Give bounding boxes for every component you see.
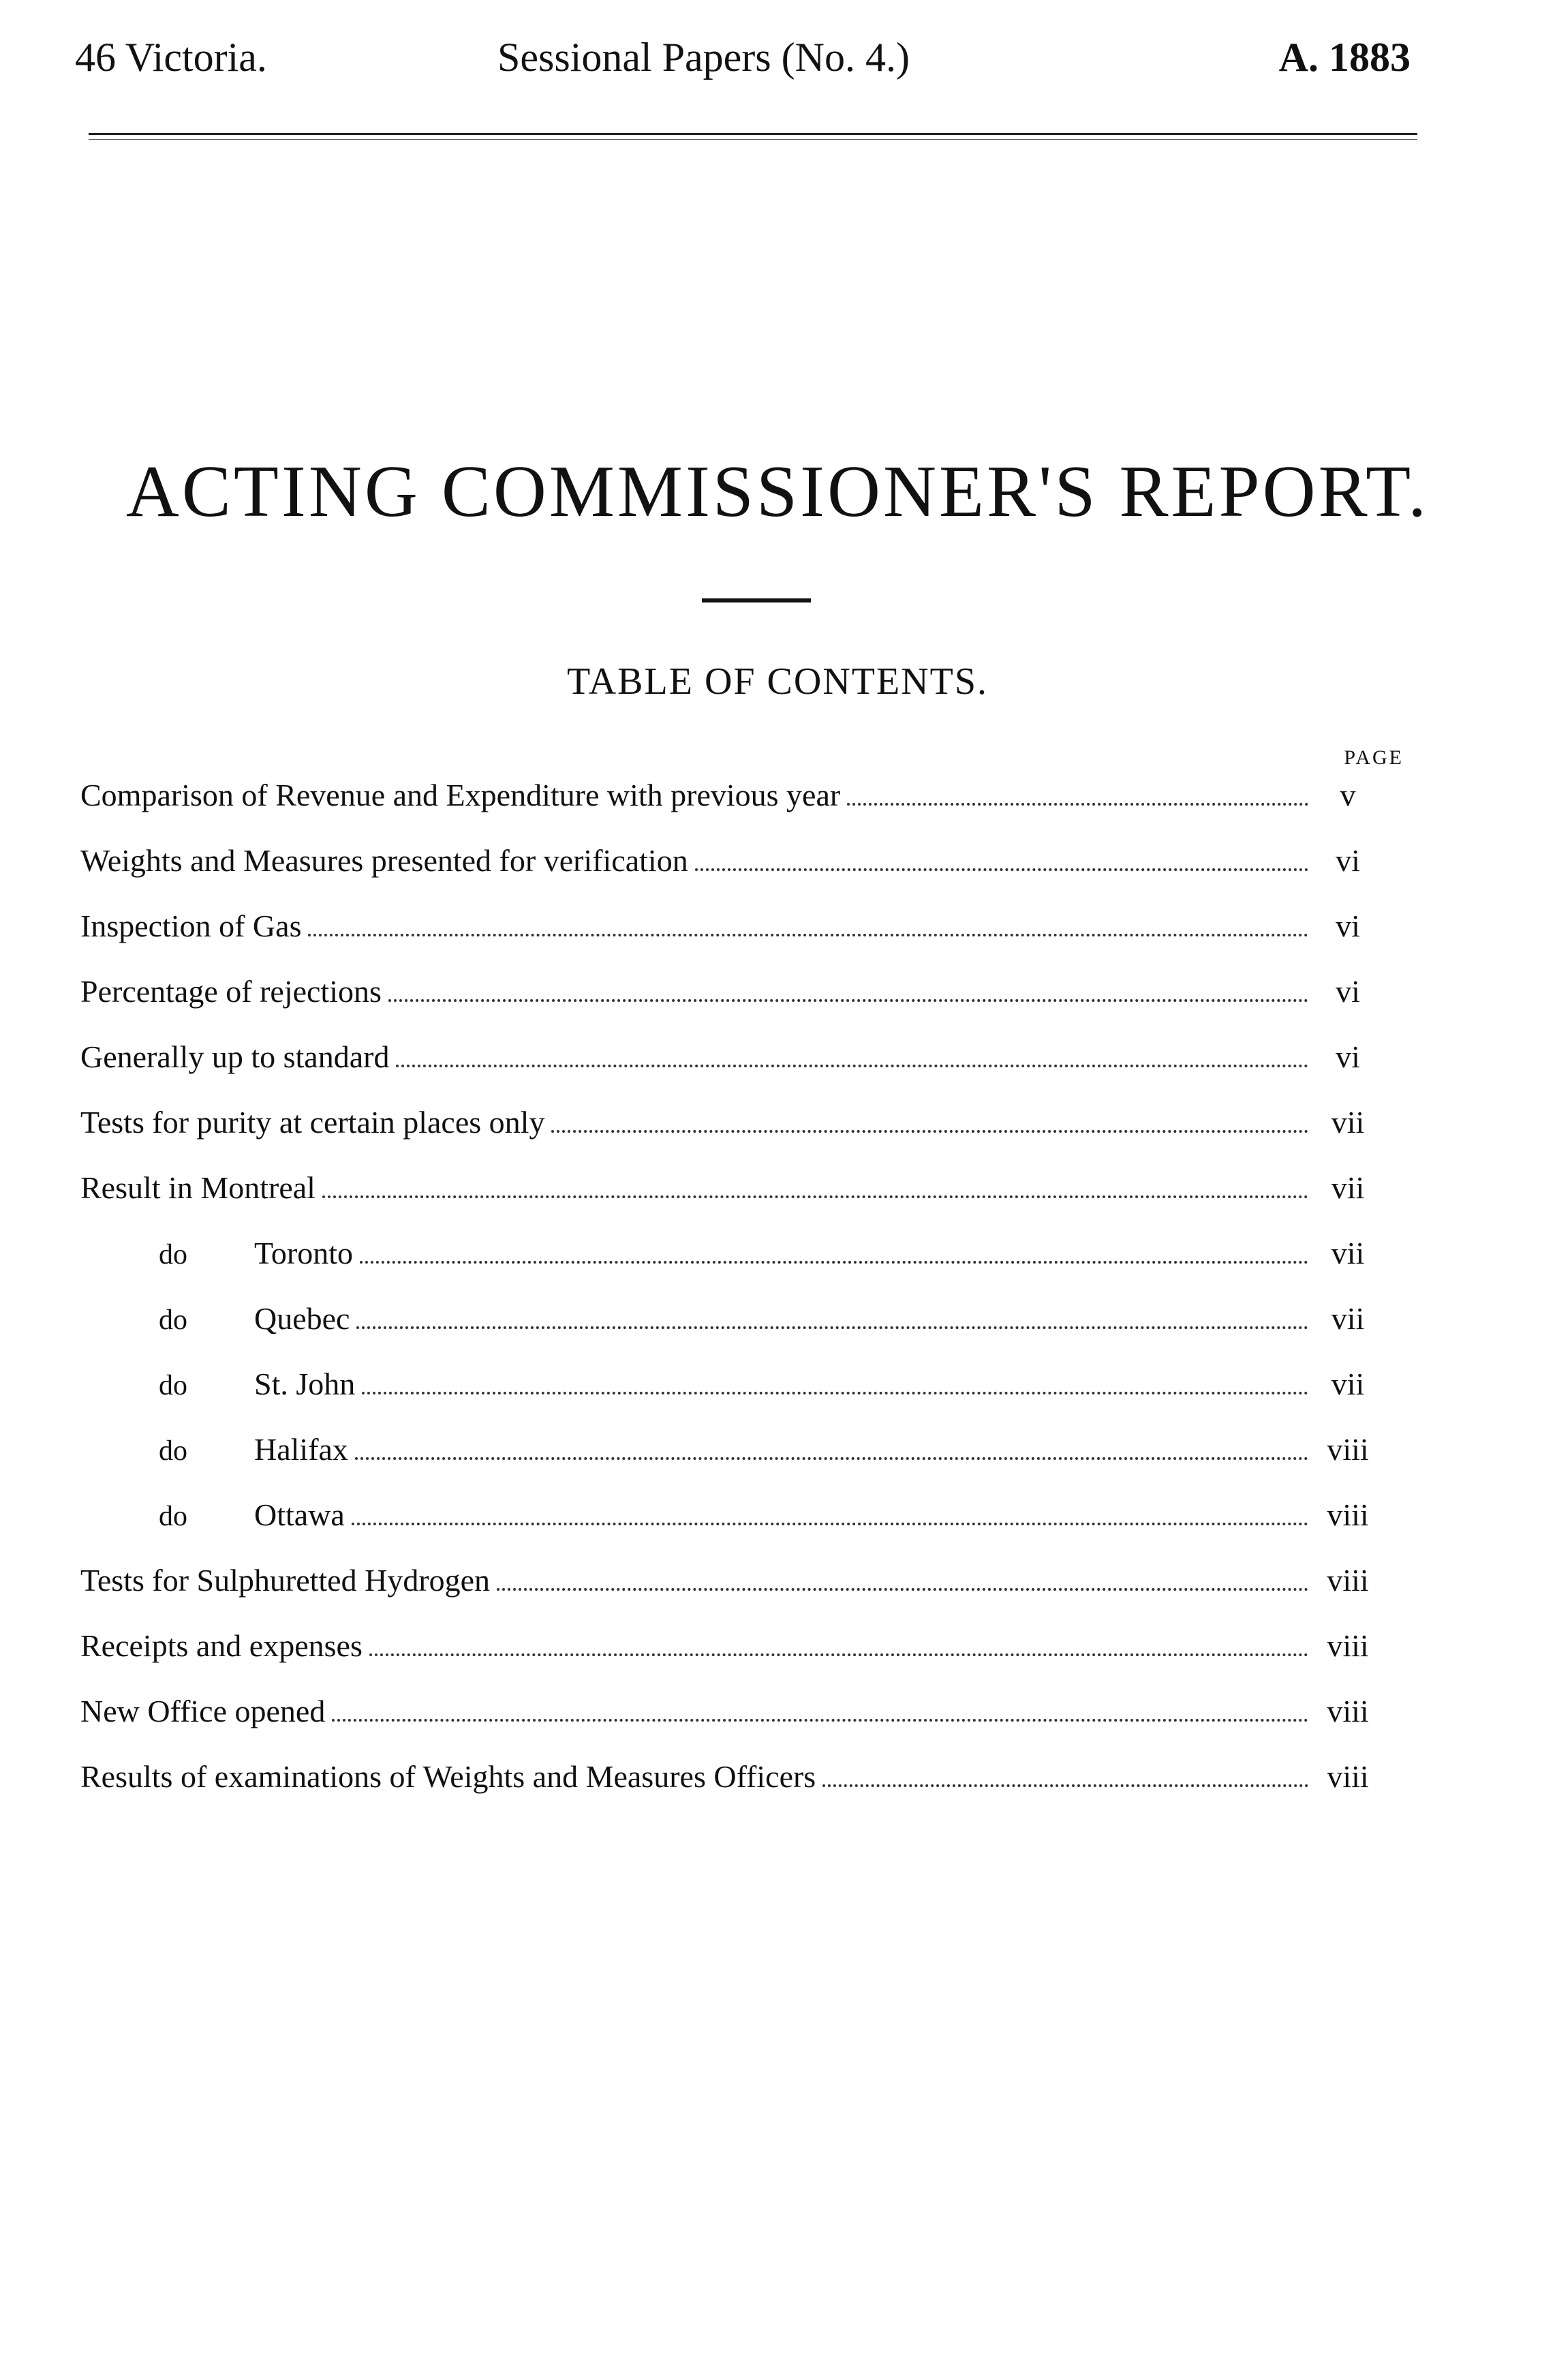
toc-entry-text	[80, 1039, 389, 1075]
ditto-mark: do	[159, 1435, 187, 1467]
toc-entry	[80, 1497, 1375, 1562]
dot-leader	[847, 803, 1308, 806]
toc-page-number: vi	[1336, 909, 1360, 943]
toc-entry-title: Tests for purity at certain places only	[80, 1105, 545, 1140]
toc-entry-title: New Office opened	[80, 1694, 326, 1728]
ditto-mark: do	[159, 1501, 187, 1532]
header-volume: 46 Victoria.	[75, 35, 267, 80]
page-column-label: PAGE	[1344, 746, 1404, 769]
toc-entry-text	[80, 908, 301, 944]
toc-heading: TABLE OF CONTENTS.	[567, 660, 988, 703]
toc-page-number: vii	[1331, 1236, 1365, 1270]
dot-leader	[497, 1588, 1308, 1591]
dot-leader	[356, 1326, 1308, 1329]
title-divider	[702, 598, 811, 602]
toc-page-number: viii	[1327, 1563, 1369, 1598]
toc-page-number: viii	[1327, 1497, 1369, 1532]
toc-entry-title: Tests for Sulphuretted Hydrogen	[80, 1563, 491, 1598]
toc-entry-title: Toronto	[254, 1236, 353, 1270]
toc-entry	[80, 1758, 1375, 1824]
toc-entry	[80, 1235, 1375, 1300]
toc-entry-title: Results of examinations of Weights and Measures Officers	[80, 1759, 816, 1794]
toc-entry-title: Quebec	[254, 1301, 350, 1336]
toc-page-number: vi	[1336, 843, 1360, 878]
toc-entry	[80, 1693, 1375, 1758]
toc-entry-text	[80, 1497, 345, 1533]
toc-entry	[80, 1300, 1375, 1366]
dot-leader	[369, 1653, 1308, 1656]
ditto-mark: do	[159, 1305, 187, 1336]
toc-entry-title: Result in Montreal	[80, 1170, 315, 1205]
toc-entry	[80, 1366, 1375, 1431]
toc-entry-text	[80, 973, 382, 1009]
dot-leader	[388, 999, 1308, 1002]
toc-page-number: vii	[1331, 1367, 1365, 1401]
toc-entry-title: Generally up to standard	[80, 1039, 390, 1074]
dot-leader	[551, 1130, 1308, 1133]
toc-entry-title: Weights and Measures presented for verification	[80, 843, 688, 878]
table-of-contents	[80, 777, 1375, 1824]
dot-leader	[308, 934, 1308, 936]
toc-page-number: viii	[1327, 1759, 1369, 1794]
toc-page-number: vi	[1336, 974, 1360, 1009]
toc-entry	[80, 1104, 1375, 1170]
toc-entry	[80, 973, 1375, 1039]
toc-page-number: viii	[1327, 1432, 1369, 1467]
dot-leader	[355, 1457, 1308, 1460]
toc-entry-text	[80, 1235, 353, 1271]
toc-entry-title: Ottawa	[254, 1497, 345, 1532]
toc-entry-text	[80, 1562, 490, 1598]
ditto-mark: do	[159, 1239, 187, 1270]
header-rule-thin	[89, 139, 1417, 140]
dot-leader	[360, 1261, 1308, 1264]
toc-page-number: vii	[1331, 1301, 1365, 1336]
header-year: A. 1883	[1278, 35, 1411, 80]
dot-leader	[822, 1784, 1308, 1787]
toc-page-number: viii	[1327, 1628, 1369, 1663]
header-rule	[89, 133, 1417, 135]
toc-entry-text	[80, 1366, 355, 1402]
report-title: ACTING COMMISSIONER'S REPORT.	[125, 451, 1430, 532]
toc-entry-text	[80, 1628, 363, 1664]
toc-entry-text	[80, 1431, 348, 1467]
toc-entry-text	[80, 842, 688, 879]
toc-page-number: vii	[1331, 1170, 1365, 1205]
dot-leader	[362, 1392, 1308, 1394]
toc-entry-text	[80, 1104, 544, 1140]
toc-entry	[80, 842, 1375, 908]
toc-entry-text	[80, 1170, 315, 1206]
toc-entry	[80, 1039, 1375, 1104]
dot-leader	[352, 1523, 1308, 1525]
toc-entry-text	[80, 777, 840, 813]
dot-leader	[322, 1195, 1308, 1198]
toc-entry-title: St. John	[254, 1367, 356, 1401]
toc-entry	[80, 1170, 1375, 1235]
toc-entry-title: Inspection of Gas	[80, 909, 302, 943]
toc-entry	[80, 1431, 1375, 1497]
toc-entry-text	[80, 1693, 325, 1729]
running-head	[75, 20, 1411, 95]
toc-page-number: v	[1340, 778, 1356, 812]
toc-page-number: vi	[1336, 1039, 1360, 1074]
header-sessional-papers: Sessional Papers (No. 4.)	[497, 35, 910, 80]
dot-leader	[396, 1065, 1308, 1067]
toc-entry-title: Comparison of Revenue and Expenditure with previous year	[80, 778, 841, 812]
toc-entry	[80, 1628, 1375, 1693]
toc-entry-title: Receipts and expenses	[80, 1628, 363, 1663]
dot-leader	[695, 868, 1308, 871]
toc-entry	[80, 1562, 1375, 1628]
toc-page-number: viii	[1327, 1694, 1369, 1728]
toc-page-number: vii	[1331, 1105, 1365, 1140]
dot-leader	[332, 1719, 1308, 1722]
toc-entry-text	[80, 1300, 350, 1337]
toc-entry-title: Halifax	[254, 1432, 348, 1467]
toc-entry	[80, 777, 1375, 842]
ditto-mark: do	[159, 1370, 187, 1401]
toc-entry-title: Percentage of rejections	[80, 974, 382, 1009]
toc-entry	[80, 908, 1375, 973]
toc-entry-text	[80, 1758, 816, 1795]
